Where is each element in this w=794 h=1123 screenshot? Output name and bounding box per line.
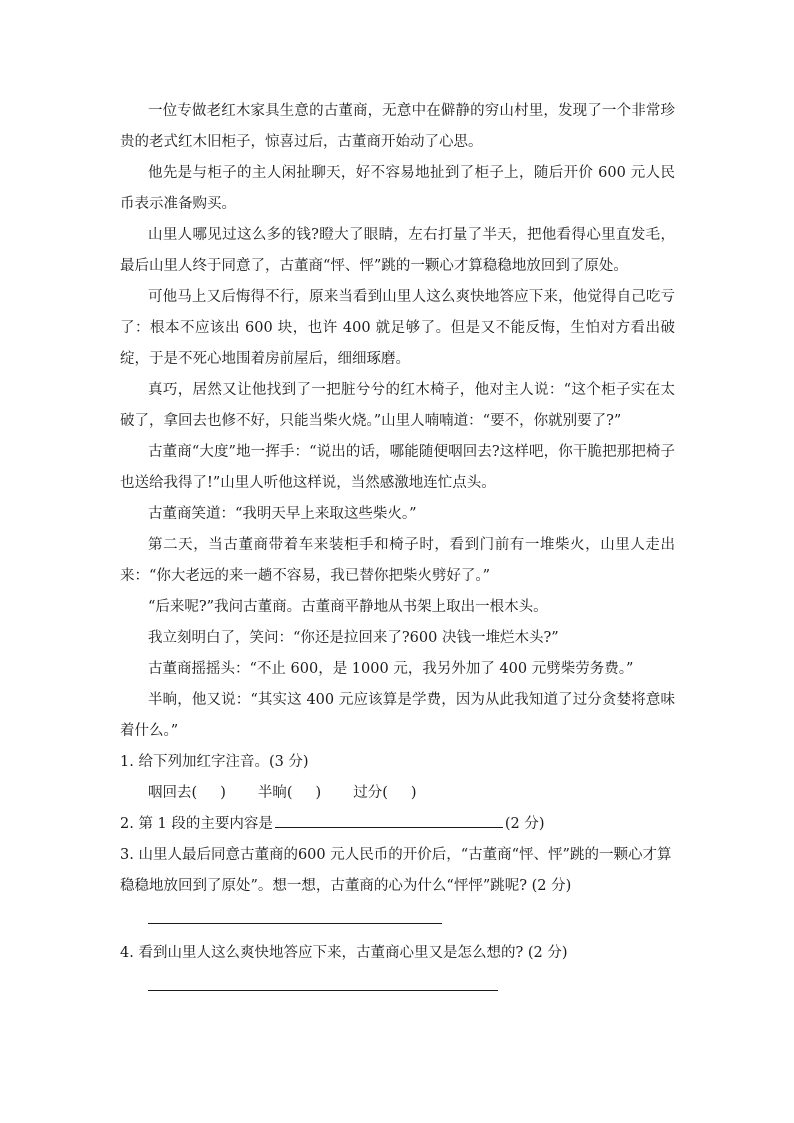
question-2-score: (2 分) xyxy=(504,816,545,832)
story-paragraph-6: 古董商“大度”地一挥手：“说出的话，哪能随便咽回去?这样吧，你干脆把那把椅子也送给我得了!”山里人听他这样说，当然感激地连忙点头。 xyxy=(120,444,675,491)
story-paragraph-1: 一位专做老红木家具生意的古董商，无意中在僻静的穷山村里，发现了一个非常珍贵的老式红木旧柜子，惊喜过后，古董商开始动了心思。 xyxy=(120,103,675,150)
story-paragraph-4: 可他马上又后悔得不行，原来当看到山里人这么爽快地答应下来，他觉得自己吃亏了：根本不应该出 600 块，也许 400 就足够了。但是又不能反悔，生怕对方看出破绽，于是不死心地围着房前屋后，细细琢磨。 xyxy=(120,289,675,367)
story-paragraph-5: 真巧，居然又让他找到了一把脏兮兮的红木椅子，他对主人说：“这个柜子实在太破了，拿回去也修不好，只能当柴火烧。”山里人喃喃道：“要不，你就别要了?” xyxy=(120,382,675,429)
pinyin-item-3[interactable]: 过分( ) xyxy=(353,785,417,801)
pinyin-item-2[interactable]: 半晌( ) xyxy=(257,785,322,801)
story-paragraph-7: 古董商笑道：“我明天早上来取这些柴火。” xyxy=(148,506,417,522)
question-2 xyxy=(120,809,675,840)
story-paragraph-11: 古董商摇摇头：“不止 600，是 1000 元，我另外加了 400 元劈柴劳务费。” xyxy=(148,661,634,677)
story-paragraph-3: 山里人哪见过这么多的钱?瞪大了眼睛，左右打量了半天，把他看得心里直发毛，最后山里人终于同意了，古董商“怦、怦”跳的一颗心才算稳稳地放回到了原处。 xyxy=(120,227,675,274)
pinyin-item-1[interactable]: 咽回去( ) xyxy=(148,785,226,801)
exam-page xyxy=(120,96,675,991)
story-paragraph-12: 半晌，他又说：“其实这 400 元应该算是学费，因为从此我知道了过分贪婪将意味着什么。” xyxy=(120,692,675,739)
story-paragraph-9: “后来呢?”我问古董商。古董商平静地从书架上取出一根木头。 xyxy=(148,599,548,615)
question-1: 1. 给下列加红字注音。(3 分) xyxy=(120,754,309,770)
question-2-text: 2. 第 1 段的主要内容是 xyxy=(120,816,273,832)
question-4: 4. 看到山里人这么爽快地答应下来，古董商心里又是怎么想的? (2 分) xyxy=(120,945,568,961)
story-paragraph-10: 我立刻明白了，笑问：“你还是拉回来了?600 决钱一堆烂木头?” xyxy=(148,630,559,646)
question-3: 3. 山里人最后同意古董商的600 元人民币的开价后，“古董商“怦、怦”跳的一颗心才算稳稳地放回到了原处”。想一想，古董商的心为什么“怦怦”跳呢? (2 分) xyxy=(120,847,672,894)
question-4-answer-line[interactable] xyxy=(148,989,498,991)
story-paragraph-8: 第二天，当古董商带着车来装柜手和椅子时，看到门前有一堆柴火，山里人走出来：“你大老远的来一趟不容易，我已替你把柴火劈好了。” xyxy=(120,537,675,584)
pinyin-items xyxy=(120,778,675,809)
question-2-answer-blank[interactable] xyxy=(275,811,503,828)
story-paragraph-2: 他先是与柜子的主人闲扯聊天，好不容易地扯到了柜子上，随后开价 600 元人民币表示准备购买。 xyxy=(120,165,675,212)
